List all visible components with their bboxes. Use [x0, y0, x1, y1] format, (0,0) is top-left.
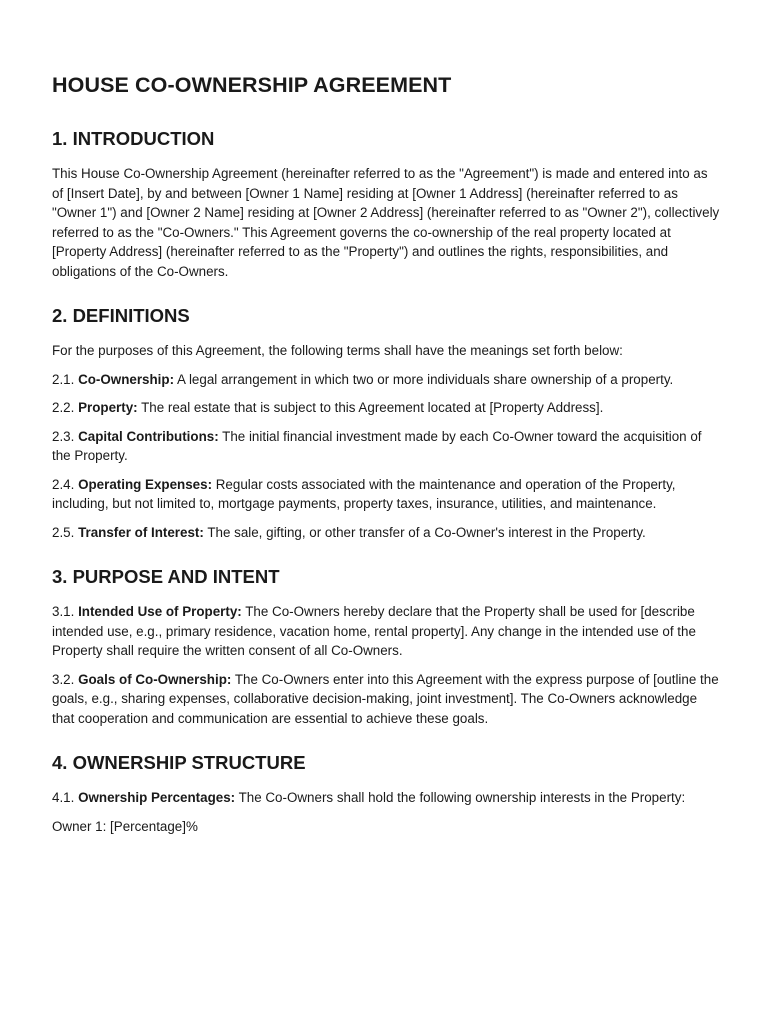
defined-term: Capital Contributions:	[78, 428, 219, 444]
definition-text: The real estate that is subject to this Agreement located at [Property Address].	[141, 400, 604, 415]
item-number: 4.1.	[52, 790, 75, 805]
clause-text: The Co-Owners hereby declare that the Property shall be used for [describe intended use, e.g., primary residence, vacation home, rental property]. Any change in the intended use of the Property shall require the written consent of all Co-Owners.	[52, 604, 696, 658]
document-title: HOUSE CO-OWNERSHIP AGREEMENT	[52, 73, 452, 97]
clause-item	[52, 602, 722, 661]
definition-item	[52, 398, 722, 418]
owner-1-percentage-line: Owner 1: [Percentage]%	[52, 818, 198, 834]
section-heading: 4. OWNERSHIP STRUCTURE	[52, 752, 306, 773]
definition-text: A legal arrangement in which two or more individuals share ownership of a property.	[177, 371, 674, 387]
definition-item	[52, 427, 722, 466]
section-definitions	[52, 303, 722, 542]
definition-text: The initial financial investment made by each Co-Owner toward the acquisition of the Property.	[52, 428, 702, 463]
clause-term: Goals of Co-Ownership:	[78, 671, 232, 687]
item-number: 2.5.	[52, 524, 75, 540]
item-number: 2.2.	[52, 400, 75, 415]
item-number: 3.1.	[52, 604, 75, 619]
section-heading: 2. DEFINITIONS	[52, 305, 190, 326]
definition-item	[52, 475, 722, 514]
defined-term: Property:	[78, 400, 138, 415]
clause-item	[52, 670, 722, 729]
section-heading: 3. PURPOSE AND INTENT	[52, 566, 280, 587]
clause-term: Ownership Percentages:	[78, 790, 236, 805]
defined-term: Operating Expenses:	[78, 476, 213, 492]
introduction-paragraph: This House Co-Ownership Agreement (hereinafter referred to as the "Agreement") is made and entered into as of [Insert Date], by and between [Owner 1 Name] residing at [Owner 1 Address] (hereinafter referred to as "Owner 1") and [Owner 2 Name] residing at [Owner 2 Address] (hereinafter referred to as "Owner 2"), collectively referred to as the "Co-Owners." This Agreement governs the co-ownership of the real property located at [Property Address] (hereinafter referred to as the "Property") and outlines the rights, responsibilities, and obligations of the Co-Owners.	[52, 166, 720, 279]
clause-item	[52, 788, 722, 808]
section-introduction	[52, 126, 722, 281]
definition-item	[52, 523, 722, 543]
clause-text: The Co-Owners shall hold the following ownership interests in the Property:	[238, 790, 686, 805]
item-number: 2.3.	[52, 428, 75, 444]
item-number: 2.1.	[52, 371, 75, 387]
defined-term: Co-Ownership:	[78, 371, 175, 387]
definition-text: The sale, gifting, or other transfer of a Co-Owner's interest in the Property.	[207, 524, 646, 540]
section-purpose	[52, 564, 722, 728]
document-page	[52, 70, 722, 858]
definition-text: Regular costs associated with the maintenance and operation of the Property, including, but not limited to, mortgage payments, property taxes, insurance, utilities, and maintenance.	[52, 476, 676, 511]
item-number: 3.2.	[52, 671, 75, 687]
definitions-intro: For the purposes of this Agreement, the following terms shall have the meanings set forth below:	[52, 343, 623, 358]
clause-text: The Co-Owners enter into this Agreement with the express purpose of [outline the goals, e.g., sharing expenses, collaborative decision-making, joint investment]. The Co-Owners acknowledge that cooperation and communication are essential to achieve these goals.	[52, 671, 719, 726]
section-ownership	[52, 750, 722, 836]
definition-item	[52, 370, 722, 390]
section-heading: 1. INTRODUCTION	[52, 128, 215, 149]
defined-term: Transfer of Interest:	[78, 524, 204, 540]
clause-term: Intended Use of Property:	[78, 604, 242, 619]
item-number: 2.4.	[52, 476, 75, 492]
